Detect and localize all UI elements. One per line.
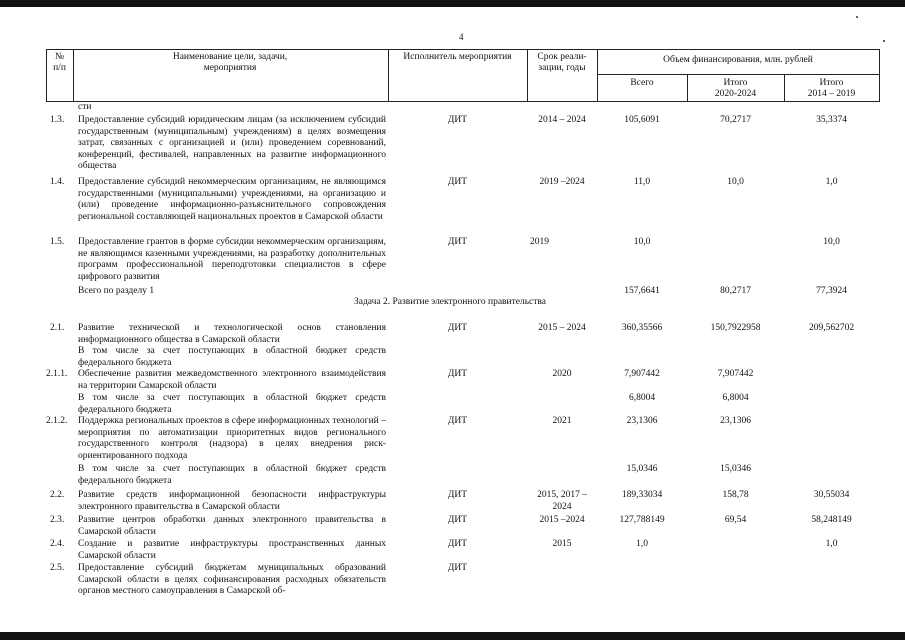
row-executor: ДИТ bbox=[447, 115, 468, 125]
row-num: 2.3. bbox=[50, 515, 65, 525]
row-executor: ДИТ bbox=[447, 539, 468, 549]
row-total: 189,33034 bbox=[621, 490, 663, 500]
row-desc: сти bbox=[78, 102, 92, 112]
row-total: 127,788149 bbox=[619, 515, 665, 525]
row-term: 2020 bbox=[552, 369, 572, 379]
row-total: 15,0346 bbox=[626, 464, 658, 474]
row-total: 105,6091 bbox=[624, 115, 660, 125]
row-desc: Поддержка региональных проектов в сфере информационных технологий – мероприятия по автоматизации приоритетных видов регионального государственного контроля (надзора) в целях внедрения риск-ориентированного подхода bbox=[78, 416, 386, 461]
row-total: 360,35566 bbox=[621, 323, 663, 333]
row-desc: Предоставление грантов в форме субсидии некоммерческим организациям, не являющимся казенными учреждениями, на разработку дополнительных программ профессиональной переподготовки специалистов в сфере цифрового развития bbox=[78, 237, 386, 282]
row-total: 1,0 bbox=[636, 539, 648, 549]
row-num: 1.5. bbox=[50, 237, 65, 247]
row-desc: Обеспечение развития межведомственного электронного взаимодействия на территории Самарской области bbox=[78, 369, 386, 391]
row-num: 2.5. bbox=[50, 563, 65, 573]
row-subtotal-1: 6,8004 bbox=[722, 393, 749, 403]
page-number: 4 bbox=[459, 32, 464, 42]
row-term: 2019 bbox=[530, 237, 549, 247]
row-desc: Предоставление субсидий бюджетам муниципальных образований Самарской области в целях софинансирования расходных обязательств органов местного самоуправления в Самарской об- bbox=[78, 563, 386, 596]
table-top-line bbox=[46, 49, 880, 50]
grid-line bbox=[879, 49, 880, 102]
row-subtotal-2: 1,0 bbox=[825, 177, 838, 187]
header-name: Наименование цели, задачи, мероприятия bbox=[172, 52, 288, 73]
row-executor: ДИТ bbox=[447, 515, 468, 525]
row-term: 2015 –2024 bbox=[539, 515, 585, 525]
row-subtotal-1: 70,2717 bbox=[720, 115, 751, 125]
grid-line bbox=[73, 49, 74, 102]
row-subtotal-2: 10,0 bbox=[823, 237, 840, 247]
row-total: 10,0 bbox=[633, 237, 651, 247]
row-subtotal-1: 10,0 bbox=[727, 177, 744, 187]
bottom-border bbox=[0, 632, 905, 640]
row-total: 6,8004 bbox=[628, 393, 656, 403]
row-term: 2014 – 2024 bbox=[538, 115, 586, 125]
section-total-value: 157,6641 bbox=[624, 286, 660, 296]
row-executor: ДИТ bbox=[447, 177, 468, 187]
row-executor: ДИТ bbox=[447, 490, 468, 500]
header-finance: Объем финансирования, млн. рублей bbox=[663, 55, 813, 65]
row-executor: ДИТ bbox=[447, 563, 468, 573]
scan-speck bbox=[856, 16, 858, 18]
row-subtotal-2: 1,0 bbox=[825, 539, 838, 549]
row-desc: Развитие средств информационной безопасности инфраструктуры электронного правительства в Самарской области bbox=[78, 490, 386, 512]
row-subtotal-1: 69,54 bbox=[724, 515, 747, 525]
row-total: 23,1306 bbox=[626, 416, 658, 426]
header-term: Срок реали- зации, годы bbox=[537, 52, 587, 73]
header-subtotal-2020-2024: Итого 2020-2024 bbox=[714, 78, 757, 99]
row-term: 2015, 2017 – 2024 bbox=[537, 490, 587, 512]
row-executor: ДИТ bbox=[447, 237, 468, 247]
row-total: 7,907442 bbox=[624, 369, 660, 379]
row-num: 1.4. bbox=[50, 177, 65, 187]
row-term: 2021 bbox=[552, 416, 572, 426]
scan-speck bbox=[883, 40, 885, 42]
header-executor: Исполнитель мероприятия bbox=[403, 52, 512, 62]
row-term: 2015 bbox=[552, 539, 572, 549]
row-desc-federal: В том числе за счет поступающих в областной бюджет средств федерального бюджета bbox=[78, 464, 386, 486]
finance-divider-line bbox=[597, 74, 880, 75]
row-subtotal-1: 150,7922958 bbox=[710, 323, 761, 333]
row-num: 2.4. bbox=[50, 539, 65, 549]
row-subtotal-1: 7,907442 bbox=[717, 369, 754, 379]
header-total: Всего bbox=[630, 78, 654, 88]
row-desc: Развитие технической и технологической основ становления информационного общества в Самарской области bbox=[78, 323, 386, 345]
row-num: 1.3. bbox=[50, 115, 65, 125]
row-executor: ДИТ bbox=[447, 369, 468, 379]
header-subtotal-2014-2019: Итого 2014 – 2019 bbox=[807, 78, 856, 99]
task-heading: Задача 2. Развитие электронного правительства bbox=[354, 297, 546, 307]
top-border bbox=[0, 0, 905, 7]
row-desc-federal: В том числе за счет поступающих в областной бюджет средств федерального бюджета bbox=[78, 393, 386, 415]
row-desc-federal: В том числе за счет поступающих в областной бюджет средств федерального бюджета bbox=[78, 346, 386, 368]
row-num: 2.1.2. bbox=[46, 416, 68, 426]
row-executor: ДИТ bbox=[447, 323, 468, 333]
row-term: 2019 –2024 bbox=[539, 177, 585, 187]
header-num: № п/п bbox=[53, 52, 66, 73]
row-subtotal-1: 158,78 bbox=[722, 490, 749, 500]
row-desc: Создание и развитие инфраструктуры пространственных данных Самарской области bbox=[78, 539, 386, 561]
section-total-subtotal-2: 77,3924 bbox=[816, 286, 847, 296]
section-total-subtotal-1: 80,2717 bbox=[720, 286, 751, 296]
row-desc: Предоставление субсидий некоммерческим организациям, не являющимся государственными (муниципальными) учреждениями, на организацию и (или) проведение информационно-разъяснительного сопровождения региональной составляющей национальных проектов в Самарской области bbox=[78, 177, 386, 222]
section-total-label: Всего по разделу 1 bbox=[78, 286, 155, 296]
row-executor: ДИТ bbox=[447, 416, 468, 426]
row-subtotal-2: 209,562702 bbox=[808, 323, 855, 333]
row-total: 11,0 bbox=[633, 177, 651, 187]
row-subtotal-2: 35,3374 bbox=[816, 115, 847, 125]
row-term: 2015 – 2024 bbox=[538, 323, 586, 333]
row-subtotal-2: 58,248149 bbox=[811, 515, 852, 525]
row-num: 2.2. bbox=[50, 490, 65, 500]
row-subtotal-2: 30,55034 bbox=[813, 490, 850, 500]
row-subtotal-1: 15,0346 bbox=[720, 464, 751, 474]
row-num: 2.1.1. bbox=[46, 369, 68, 379]
row-desc: Предоставление субсидий юридическим лицам (за исключением субсидий государственным (муниципальным) учреждениям) в целях возмещения затрат, связанных с организацией и (или) проведением соревнований, конференций, фестивалей, направленных на развитие информационного общества bbox=[78, 115, 386, 171]
row-desc: Развитие центров обработки данных электронного правительства в Самарской области bbox=[78, 515, 386, 537]
row-subtotal-1: 23,1306 bbox=[720, 416, 751, 426]
row-num: 2.1. bbox=[50, 323, 65, 333]
